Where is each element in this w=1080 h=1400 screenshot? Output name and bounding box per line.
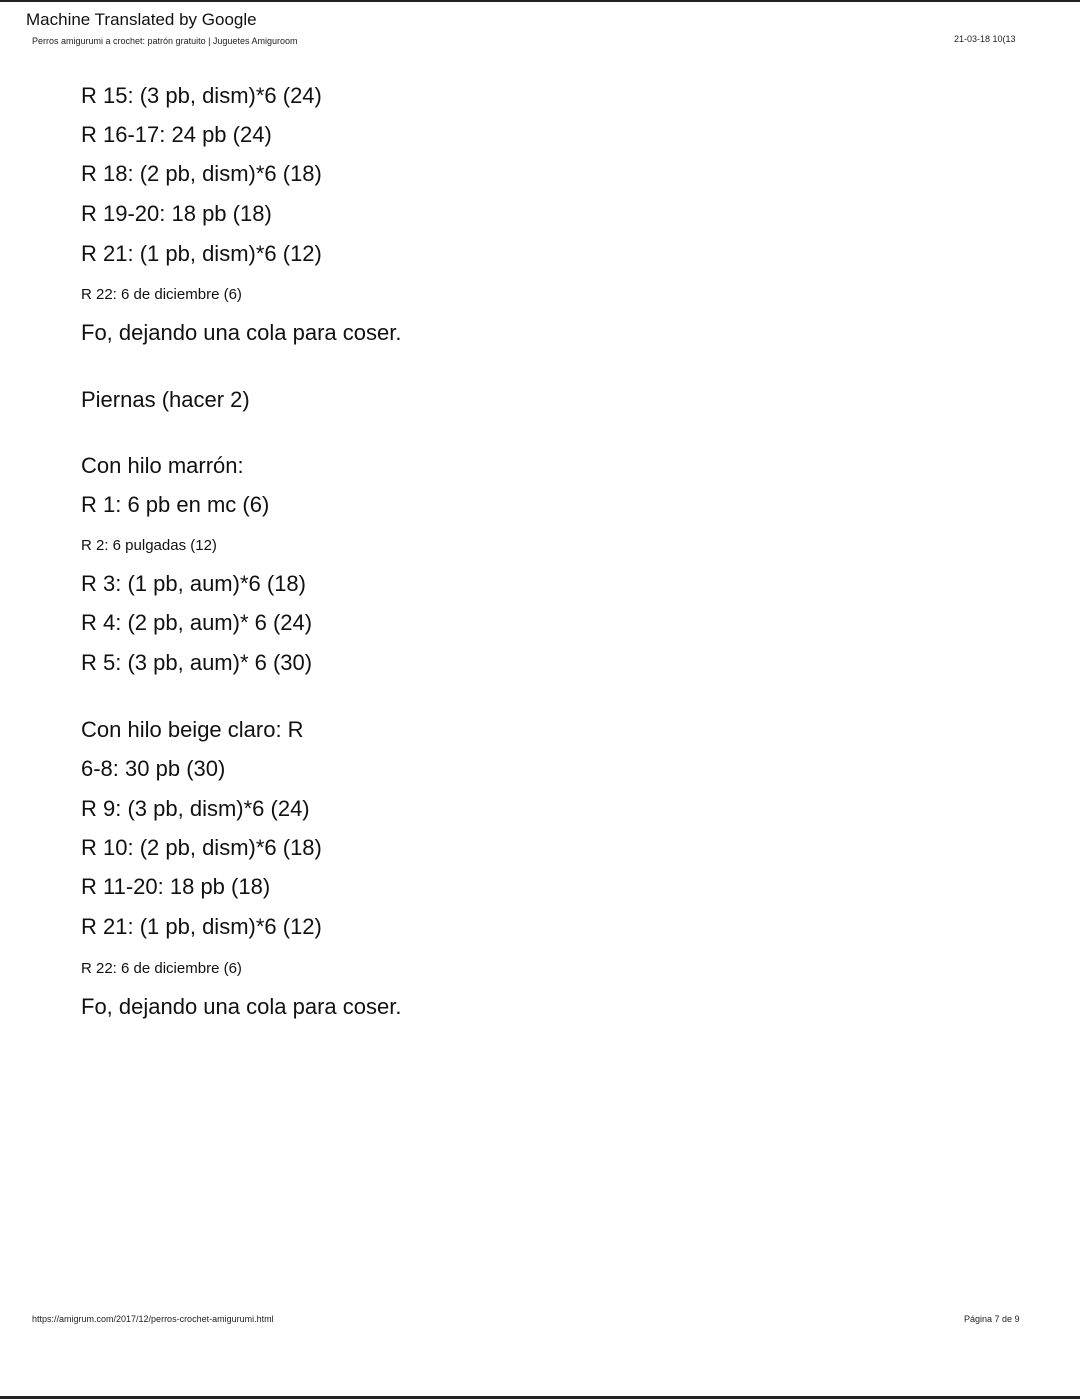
translation-notice: Machine Translated by Google	[26, 10, 257, 29]
print-date: 21-03-18 10(13	[954, 34, 1016, 44]
pattern-row: 6-8: 30 pb (30)	[81, 756, 226, 781]
pattern-row: R 21: (1 pb, dism)*6 (12)	[81, 914, 322, 939]
pattern-row: R 18: (2 pb, dism)*6 (18)	[81, 161, 322, 186]
document-title: Perros amigurumi a crochet: patrón gratuito | Juguetes Amiguroom	[32, 36, 298, 46]
yarn-instruction: Con hilo beige claro: R	[81, 717, 304, 742]
pattern-row: R 3: (1 pb, aum)*6 (18)	[81, 571, 306, 596]
pattern-row: R 22: 6 de diciembre (6)	[81, 960, 242, 977]
pattern-row: R 2: 6 pulgadas (12)	[81, 537, 217, 554]
pattern-row: R 4: (2 pb, aum)* 6 (24)	[81, 610, 313, 635]
section-heading: Piernas (hacer 2)	[81, 387, 250, 412]
pattern-row: R 11-20: 18 pb (18)	[81, 874, 271, 899]
instruction-text: Fo, dejando una cola para coser.	[81, 994, 402, 1019]
pattern-row: R 19-20: 18 pb (18)	[81, 201, 272, 226]
instruction-text: Fo, dejando una cola para coser.	[81, 320, 402, 345]
yarn-instruction: Con hilo marrón:	[81, 453, 244, 478]
pattern-row: R 9: (3 pb, dism)*6 (24)	[81, 796, 310, 821]
pattern-row: R 15: (3 pb, dism)*6 (24)	[81, 83, 322, 108]
footer-url: https://amigrum.com/2017/12/perros-crochet-amigurumi.html	[32, 1314, 274, 1324]
pattern-row: R 16-17: 24 pb (24)	[81, 122, 272, 147]
pattern-row: R 5: (3 pb, aum)* 6 (30)	[81, 650, 313, 675]
pattern-row: R 21: (1 pb, dism)*6 (12)	[81, 241, 322, 266]
bottom-border-rule	[0, 1396, 1080, 1399]
pattern-row: R 22: 6 de diciembre (6)	[81, 286, 242, 303]
page-number: Página 7 de 9	[964, 1314, 1020, 1324]
pattern-row: R 10: (2 pb, dism)*6 (18)	[81, 835, 322, 860]
pattern-row: R 1: 6 pb en mc (6)	[81, 492, 270, 517]
